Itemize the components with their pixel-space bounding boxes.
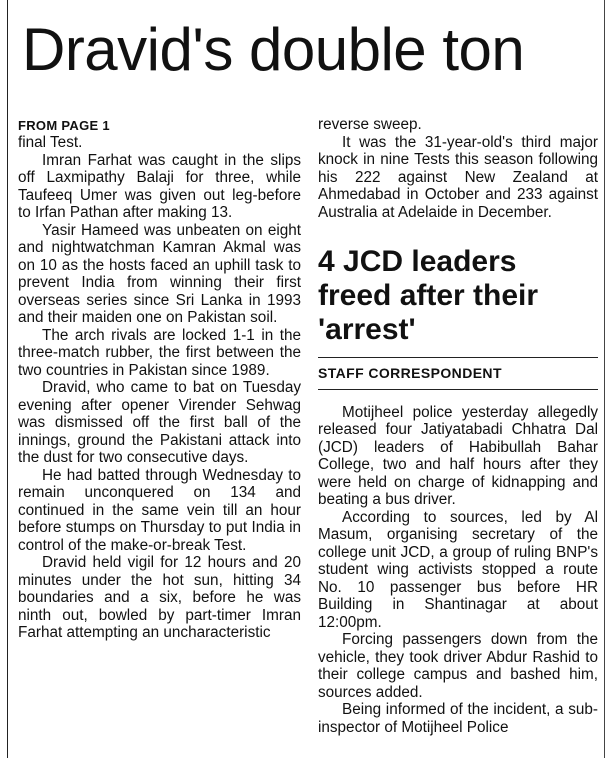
story-paragraph: Motijheel police yesterday allegedly released four Jatiyatabadi Chhatra Dal (JCD) leaders of Habibullah Bahar College, two and half hours after they were held on charge of kidnapping and beating a bus driver.: [318, 403, 598, 508]
article-paragraph: Imran Farhat was caught in the slips off Laxmipathy Balaji for three, while Taufeeq Umer was given out leg-before to Irfan Pathan after making 13.: [18, 151, 301, 221]
story-headline: 4 JCD leaders freed after their 'arrest': [318, 245, 539, 346]
left-article-column: [18, 116, 301, 642]
main-headline: Dravid's double ton: [22, 16, 525, 83]
article-paragraph: reverse sweep.: [318, 116, 422, 133]
article-paragraph: He had batted through Wednesday to remain unconquered on 134 and continued in the same vein till an hour before stumps on Thursday to put India in control of the make-or-break Test.: [18, 466, 301, 554]
byline: STAFF CORRESPONDENT: [318, 357, 598, 390]
right-edge-rule: [604, 0, 605, 758]
article-paragraph: The arch rivals are locked 1-1 in the three-match rubber, the first between the two countries in Pakistan since 1989.: [18, 326, 301, 379]
story-paragraph: Forcing passengers down from the vehicle, they took driver Abdur Rashid to their college campus and bashed him, sources added.: [318, 631, 598, 701]
article-paragraph: Dravid, who came to bat on Tuesday evening after opener Virender Sehwag was dismissed off the first ball of the innings, ground the Pakistani attack into the dust for two consecutive days.: [18, 379, 301, 466]
story-paragraph: According to sources, led by Al Masum, organising secretary of the college unit JCD, a group of ruling BNP's student wing activists stopped a route No. 10 passenger bus before HR Building in Shantinagar at about 12:00pm.: [318, 508, 598, 631]
article-paragraph: It was the 31-year-old's third major knock in nine Tests this season following his 222 against New Zealand at Ahmedabad in October and 233 against Australia at Adelaide in December.: [318, 133, 598, 221]
continuation-kicker: FROM PAGE 1: [18, 118, 110, 133]
left-column-rule: [7, 0, 8, 758]
article-paragraph: final Test.: [18, 134, 83, 151]
article-paragraph: Dravid held vigil for 12 hours and 20 minutes under the hot sun, hitting 34 boundaries and a six, before he was ninth out, bowled by part-timer Imran Farhat attempting an uncharacteristic: [18, 554, 301, 641]
article-paragraph: Yasir Hameed was unbeaten on eight and nightwatchman Kamran Akmal was on 10 as the hosts faced an uphill task to prevent India from winning their first overseas series since Sri Lanka in 1993 and their maiden one on Pakistan soil.: [18, 221, 301, 326]
right-article-column: [318, 116, 598, 736]
story-paragraph: Being informed of the incident, a sub-inspector of Motijheel Police: [318, 701, 598, 736]
